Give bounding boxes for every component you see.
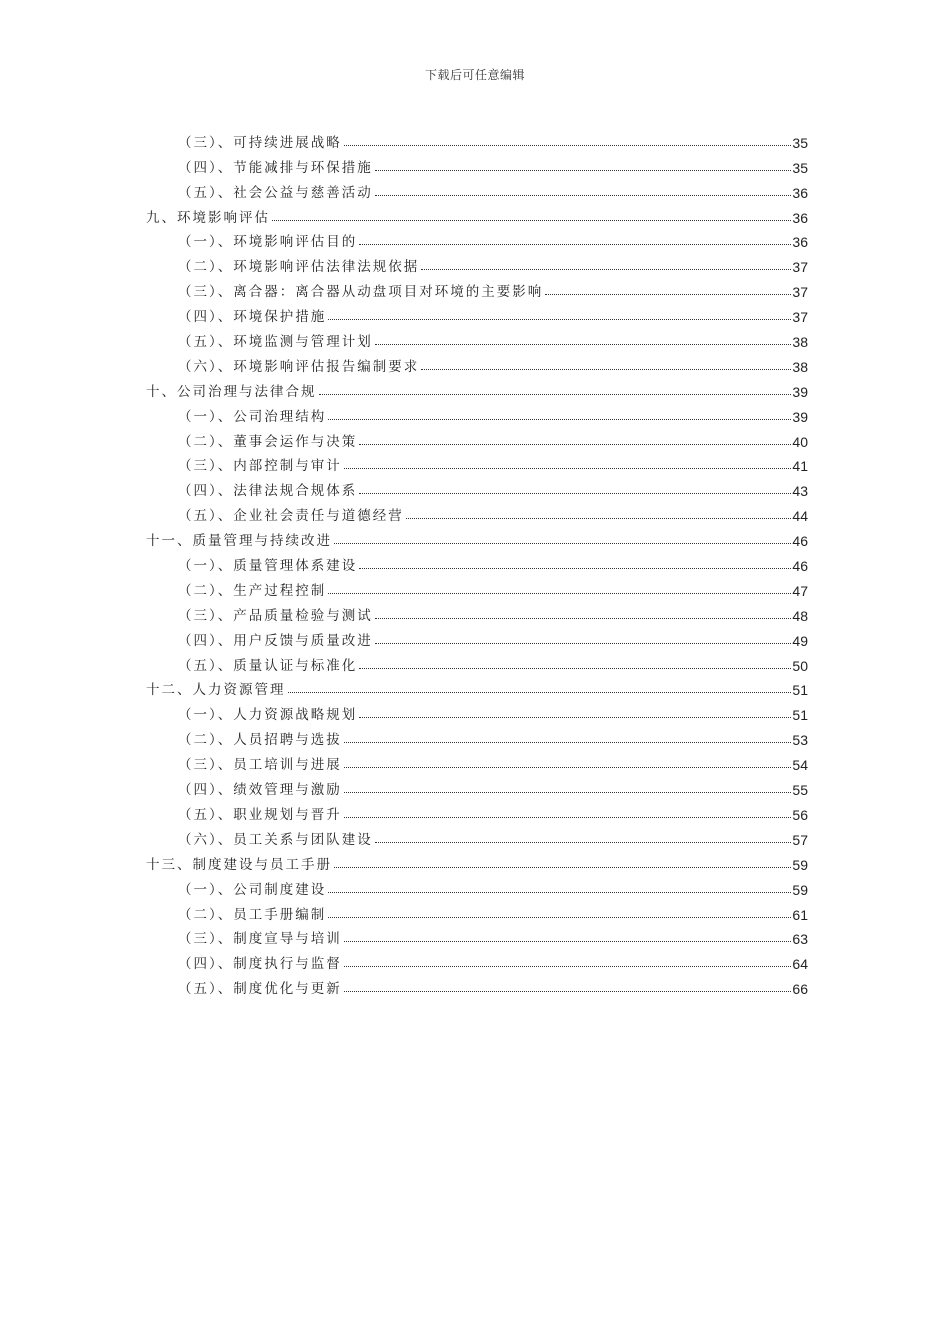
- toc-page-number: 51: [792, 682, 808, 699]
- toc-section-entry[interactable]: [146, 474, 808, 499]
- toc-dot-leader: [288, 692, 792, 693]
- toc-page-number: 57: [792, 831, 808, 848]
- toc-entry-title: 十、公司治理与法律合规: [146, 383, 317, 400]
- toc-page-number: 41: [792, 458, 808, 475]
- toc-section-entry[interactable]: [146, 798, 808, 823]
- toc-entry-title: （四）、绩效管理与激励: [178, 782, 342, 799]
- toc-dot-leader: [375, 618, 792, 619]
- toc-page-number: 38: [792, 334, 808, 351]
- toc-dot-leader: [334, 543, 791, 544]
- toc-dot-leader: [344, 966, 792, 967]
- toc-section-entry[interactable]: [146, 226, 808, 251]
- toc-page-number: 40: [792, 433, 808, 450]
- toc-page-number: 64: [792, 956, 808, 973]
- toc-section-entry[interactable]: [146, 275, 808, 300]
- toc-section-entry[interactable]: [146, 549, 808, 574]
- toc-dot-leader: [375, 842, 792, 843]
- toc-entry-title: （六）、员工关系与团队建设: [178, 831, 373, 848]
- toc-section-entry[interactable]: [146, 176, 808, 201]
- toc-dot-leader: [545, 294, 791, 295]
- toc-dot-leader: [272, 220, 791, 221]
- toc-dot-leader: [328, 892, 791, 893]
- toc-page-number: 47: [792, 582, 808, 599]
- toc-page-number: 61: [792, 906, 808, 923]
- toc-page-number: 37: [792, 259, 808, 276]
- toc-entry-title: （三）、离合器：离合器从动盘项目对环境的主要影响: [178, 284, 544, 301]
- toc-page-number: 66: [792, 981, 808, 998]
- toc-section-entry[interactable]: [146, 698, 808, 723]
- toc-entry-title: （三）、产品质量检验与测试: [178, 607, 373, 624]
- toc-dot-leader: [344, 941, 792, 942]
- toc-dot-leader: [328, 319, 791, 320]
- toc-page-number: 43: [792, 483, 808, 500]
- toc-entry-title: （一）、人力资源战略规划: [178, 707, 358, 724]
- toc-dot-leader: [344, 145, 792, 146]
- toc-page-number: 50: [792, 657, 808, 674]
- toc-page-number: 54: [792, 757, 808, 774]
- toc-entry-title: 九、环境影响评估: [146, 209, 270, 226]
- toc-page-number: 35: [792, 134, 808, 151]
- toc-page-number: 36: [792, 209, 808, 226]
- toc-section-entry[interactable]: [146, 823, 808, 848]
- toc-page-number: 39: [792, 408, 808, 425]
- toc-entry-title: （三）、可持续进展战略: [178, 134, 342, 151]
- toc-dot-leader: [375, 344, 792, 345]
- toc-section-entry[interactable]: [146, 325, 808, 350]
- toc-dot-leader: [406, 518, 792, 519]
- toc-section-entry[interactable]: [146, 599, 808, 624]
- toc-entry-title: （二）、人员招聘与选拔: [178, 732, 342, 749]
- toc-section-entry[interactable]: [146, 947, 808, 972]
- toc-page-number: 49: [792, 632, 808, 649]
- toc-page-number: 38: [792, 358, 808, 375]
- toc-section-entry[interactable]: [146, 898, 808, 923]
- toc-page-number: 46: [792, 533, 808, 550]
- toc-dot-leader: [319, 394, 792, 395]
- toc-entry-title: （四）、法律法规合规体系: [178, 483, 358, 500]
- toc-entry-title: （五）、环境监测与管理计划: [178, 334, 373, 351]
- toc-dot-leader: [359, 568, 791, 569]
- toc-section-entry[interactable]: [146, 624, 808, 649]
- toc-dot-leader: [328, 593, 791, 594]
- toc-entry-title: （五）、职业规划与晋升: [178, 806, 342, 823]
- toc-dot-leader: [344, 817, 792, 818]
- toc-entry-title: （三）、制度宣导与培训: [178, 931, 342, 948]
- toc-dot-leader: [421, 269, 791, 270]
- toc-entry-title: （五）、企业社会责任与道德经营: [178, 508, 404, 525]
- toc-dot-leader: [344, 991, 792, 992]
- toc-dot-leader: [344, 792, 792, 793]
- toc-dot-leader: [375, 643, 792, 644]
- toc-page-number: 44: [792, 508, 808, 525]
- toc-entry-title: （四）、环境保护措施: [178, 309, 327, 326]
- toc-section-entry[interactable]: [146, 499, 808, 524]
- toc-page-number: 48: [792, 607, 808, 624]
- toc-entry-title: （二）、董事会运作与决策: [178, 433, 358, 450]
- toc-section-entry[interactable]: [146, 723, 808, 748]
- toc-dot-leader: [328, 419, 791, 420]
- toc-section-entry[interactable]: [146, 574, 808, 599]
- table-of-contents: [146, 126, 808, 997]
- toc-page-number: 53: [792, 732, 808, 749]
- toc-section-entry[interactable]: [146, 748, 808, 773]
- toc-dot-leader: [375, 170, 792, 171]
- toc-section-entry[interactable]: [146, 250, 808, 275]
- toc-page-number: 36: [792, 184, 808, 201]
- toc-page-number: 36: [792, 234, 808, 251]
- toc-section-entry[interactable]: [146, 923, 808, 948]
- toc-entry-title: （五）、社会公益与慈善活动: [178, 184, 373, 201]
- toc-entry-title: （一）、公司治理结构: [178, 408, 327, 425]
- toc-dot-leader: [344, 468, 792, 469]
- toc-entry-title: （四）、用户反馈与质量改进: [178, 632, 373, 649]
- toc-entry-title: 十一、质量管理与持续改进: [146, 533, 332, 550]
- toc-dot-leader: [359, 444, 791, 445]
- toc-page-number: 35: [792, 159, 808, 176]
- toc-dot-leader: [334, 867, 791, 868]
- toc-dot-leader: [344, 767, 792, 768]
- toc-page-number: 37: [792, 309, 808, 326]
- toc-entry-title: （三）、员工培训与进展: [178, 757, 342, 774]
- toc-section-entry[interactable]: [146, 126, 808, 151]
- toc-dot-leader: [328, 917, 791, 918]
- toc-entry-title: （一）、环境影响评估目的: [178, 234, 358, 251]
- toc-page-number: 56: [792, 806, 808, 823]
- toc-dot-leader: [375, 195, 792, 196]
- toc-entry-title: （一）、质量管理体系建设: [178, 558, 358, 575]
- toc-section-entry[interactable]: [146, 649, 808, 674]
- toc-entry-title: （六）、环境影响评估报告编制要求: [178, 358, 420, 375]
- toc-chapter-entry[interactable]: [146, 674, 808, 699]
- toc-page-number: 51: [792, 707, 808, 724]
- toc-dot-leader: [359, 717, 791, 718]
- toc-section-entry[interactable]: [146, 151, 808, 176]
- toc-entry-title: （二）、生产过程控制: [178, 582, 327, 599]
- page-header: 下载后可任意编辑: [424, 68, 525, 82]
- toc-dot-leader: [359, 493, 791, 494]
- toc-section-entry[interactable]: [146, 425, 808, 450]
- toc-entry-title: （四）、节能减排与环保措施: [178, 159, 373, 176]
- toc-page-number: 59: [792, 881, 808, 898]
- toc-page-number: 55: [792, 782, 808, 799]
- toc-entry-title: （二）、环境影响评估法律法规依据: [178, 259, 420, 276]
- toc-entry-title: （五）、制度优化与更新: [178, 981, 342, 998]
- toc-page-number: 39: [792, 383, 808, 400]
- toc-chapter-entry[interactable]: [146, 201, 808, 226]
- toc-page-number: 46: [792, 558, 808, 575]
- toc-section-entry[interactable]: [146, 350, 808, 375]
- toc-section-entry[interactable]: [146, 450, 808, 475]
- toc-entry-title: 十二、人力资源管理: [146, 682, 286, 699]
- toc-section-entry[interactable]: [146, 300, 808, 325]
- toc-dot-leader: [359, 244, 791, 245]
- toc-entry-title: （五）、质量认证与标准化: [178, 657, 358, 674]
- toc-page-number: 37: [792, 284, 808, 301]
- toc-chapter-entry[interactable]: [146, 524, 808, 549]
- toc-chapter-entry[interactable]: [146, 848, 808, 873]
- toc-dot-leader: [344, 742, 792, 743]
- toc-section-entry[interactable]: [146, 773, 808, 798]
- toc-dot-leader: [359, 668, 791, 669]
- toc-chapter-entry[interactable]: [146, 375, 808, 400]
- toc-dot-leader: [421, 369, 791, 370]
- toc-entry-title: （四）、制度执行与监督: [178, 956, 342, 973]
- toc-page-number: 63: [792, 931, 808, 948]
- toc-section-entry[interactable]: [146, 873, 808, 898]
- toc-entry-title: （二）、员工手册编制: [178, 906, 327, 923]
- toc-section-entry[interactable]: [146, 972, 808, 997]
- toc-entry-title: 十三、制度建设与员工手册: [146, 856, 332, 873]
- toc-entry-title: （一）、公司制度建设: [178, 881, 327, 898]
- toc-section-entry[interactable]: [146, 400, 808, 425]
- toc-entry-title: （三）、内部控制与审计: [178, 458, 342, 475]
- toc-page-number: 59: [792, 856, 808, 873]
